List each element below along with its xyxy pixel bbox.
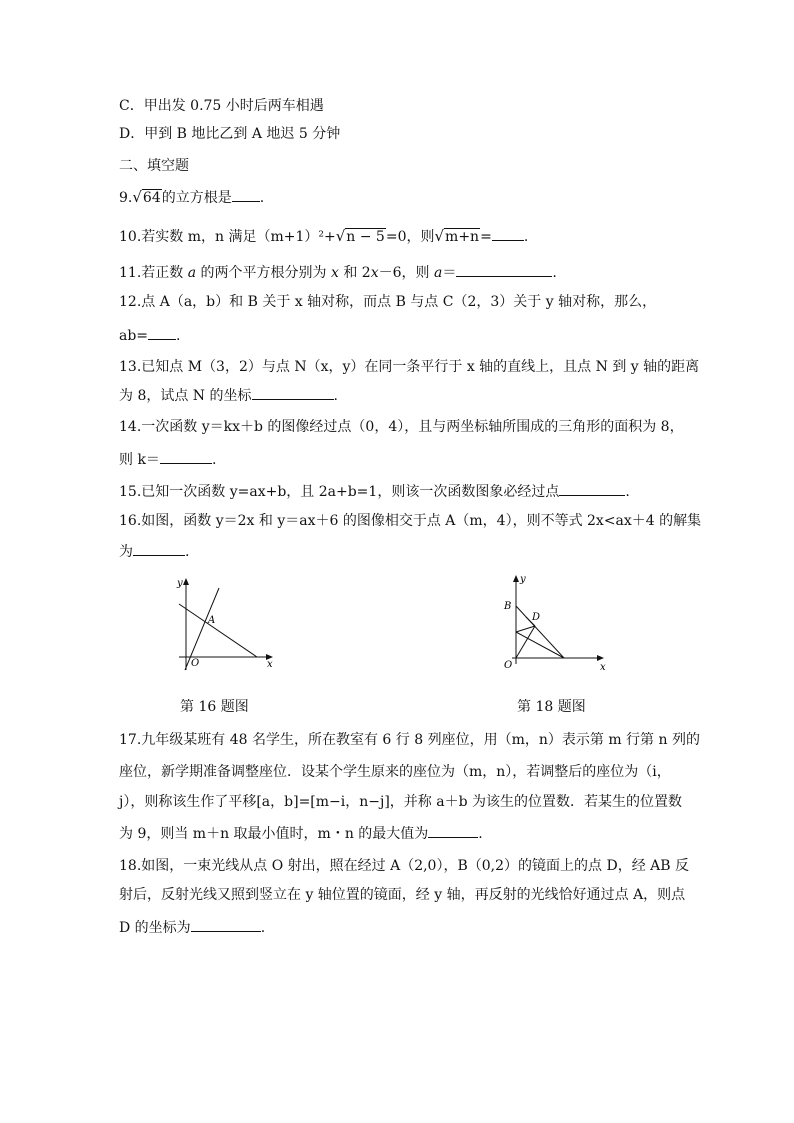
point-b-label: B <box>504 601 512 612</box>
y-arrow-icon <box>513 575 519 582</box>
answer-blank <box>232 187 260 202</box>
question-13-line2: 为 8，试点 N 的坐标 . <box>119 385 338 406</box>
question-15: 15.已知一次函数 y=ax+b，且 2a+b=1，则该一次函数图象必经过点 . <box>119 481 630 502</box>
question-18-line1: 18.如图，一束光线从点 O 射出，照在经过 A（2,0），B（0,2）的镜面上的点 D，经 AB 反 <box>119 858 689 874</box>
figure-16-caption: 第 16 题图 <box>180 699 249 715</box>
question-10: 10.若实数 m，n 满足（m+1）²+√n − 5=0，则√m+n= . <box>119 227 529 245</box>
answer-blank <box>252 385 334 400</box>
sqrt-n-minus-5: √n − 5 <box>335 227 385 245</box>
figure-18 <box>496 570 612 676</box>
question-14-line2: 则 k＝ . <box>119 449 216 470</box>
figure-18-caption: 第 18 题图 <box>517 699 586 715</box>
question-9: 9.√64的立方根是 . <box>119 188 265 206</box>
question-17-line2: 座位，新学期准备调整座位．设某个学生原来的座位为（m，n），若调整后的座位为（i， <box>119 764 671 780</box>
answer-blank <box>148 325 176 340</box>
question-11: 11.若正数 a 的两个平方根分别为 x 和 2x－6，则 a＝ . <box>119 262 557 283</box>
question-12-line2: ab= . <box>119 325 181 346</box>
sqrt-64: √64 <box>132 188 161 206</box>
question-14-line1: 14.一次函数 y＝kx＋b 的图像经过点（0，4），且与两坐标轴所围成的三角形的面积为 8， <box>119 419 684 435</box>
question-12-line1: 12.点 A（a，b）和 B 关于 x 轴对称，而点 B 与点 C（2，3）关于 y 轴对称，那么， <box>119 294 657 310</box>
section-title: 二、填空题 <box>119 158 189 174</box>
question-18-line2: 射后，反射光线又照到竖立在 y 轴位置的镜面，经 y 轴，再反射的光线恰好通过点 A，则点 <box>119 887 686 903</box>
answer-blank <box>492 226 524 241</box>
question-16-line1: 16.如图，函数 y＝2x 和 y＝ax＋6 的图像相交于点 A（m，4），则不等式 2x<ax＋4 的解集 <box>119 513 702 529</box>
option-d: D．甲到 B 地比乙到 A 地迟 5 分钟 <box>119 126 341 142</box>
y-label: y <box>520 574 526 585</box>
answer-blank <box>191 917 261 932</box>
sqrt-m-plus-n: √m+n <box>434 227 480 245</box>
answer-blank <box>559 481 625 496</box>
origin-label: O <box>504 660 513 671</box>
y-arrow-icon <box>183 578 189 585</box>
question-17-line1: 17.九年级某班有 48 名学生，所在教室有 6 行 8 列座位，用（m，n）表示第 m 行第 n 列的 <box>119 732 700 748</box>
answer-blank <box>160 449 212 464</box>
option-c: C．甲出发 0.75 小时后两车相遇 <box>119 98 324 114</box>
x-arrow-icon <box>597 655 604 661</box>
figure-16 <box>165 574 285 674</box>
question-17-line4: 为 9，则当 m＋n 取最小值时，m・n 的最大值为 . <box>119 823 483 844</box>
answer-blank <box>428 823 478 838</box>
answer-blank <box>133 541 185 556</box>
line-ax-plus-6 <box>179 604 257 657</box>
origin-label: O <box>191 658 200 669</box>
x-label: x <box>267 659 273 670</box>
point-a-label: A <box>208 615 216 626</box>
question-16-line2: 为 . <box>119 541 189 562</box>
question-13-line1: 13.已知点 M（3，2）与点 N（x，y）在同一条平行于 x 轴的直线上，且点 N 到 y 轴的距离 <box>119 359 700 375</box>
answer-blank <box>456 262 552 277</box>
point-d-label: D <box>532 612 541 623</box>
y-label: y <box>177 578 183 589</box>
question-17-line3: j），则称该生作了平移[a，b]=[m−i，n−j]，并称 a＋b 为该生的位置数．若某生的位置数 <box>119 794 683 810</box>
x-label: x <box>600 662 606 673</box>
question-18-line3: D 的坐标为 . <box>119 917 265 938</box>
